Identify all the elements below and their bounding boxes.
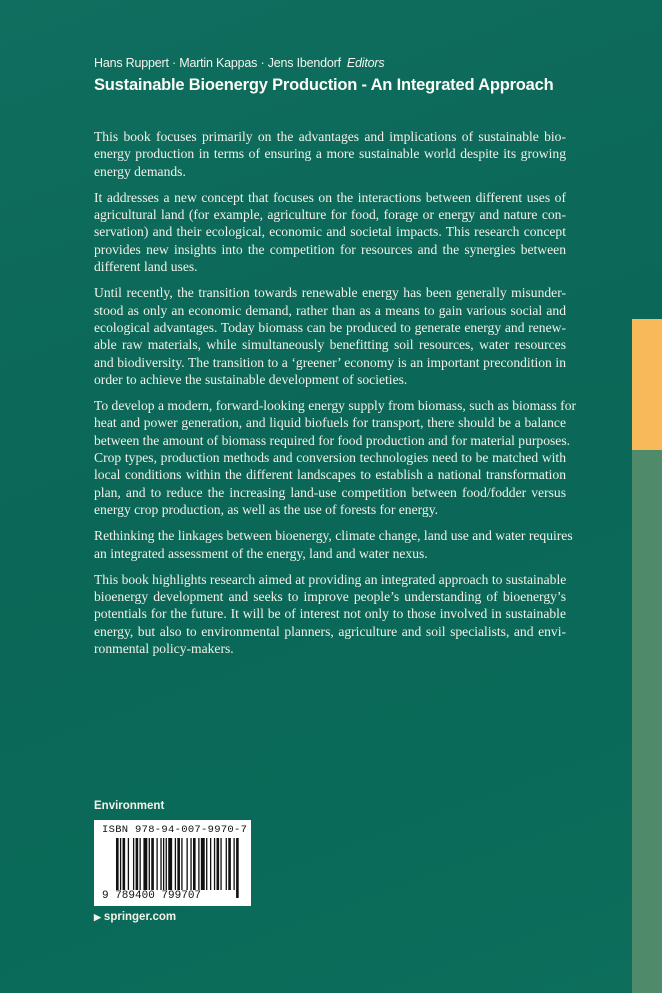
paragraph-line: and biodiversity. The transition to a ‘greener’ economy is an important precondition in	[94, 354, 566, 370]
barcode-bar	[226, 838, 227, 890]
barcode-bar	[220, 838, 221, 890]
paragraph-line: able raw materials, while simultaneously benefitting soil resources, water resources	[94, 337, 566, 353]
barcode-bar	[198, 838, 199, 890]
barcode-bar	[177, 838, 180, 898]
publisher-url: springer.com	[103, 911, 177, 923]
paragraph	[94, 128, 566, 180]
paragraph-line: This book highlights research aimed at providing an integrated approach to sustainable	[94, 571, 567, 587]
barcode-bar	[193, 838, 196, 890]
barcode-bar	[128, 838, 129, 890]
paragraph-line: stood as only an economic demand, rather than as a means to gain various social and	[94, 302, 566, 318]
editors	[94, 56, 384, 70]
barcode-bar	[116, 838, 119, 898]
barcode-bar	[214, 838, 215, 890]
paragraph-line: ronmental policy-makers.	[94, 641, 234, 657]
barcode-bar	[236, 838, 239, 898]
barcode-bar	[136, 838, 139, 890]
editors-role: Editors	[346, 56, 385, 70]
paragraph	[94, 571, 566, 657]
barcode-bar	[175, 838, 176, 890]
barcode-bar	[149, 838, 150, 890]
barcode-bar	[168, 838, 172, 890]
barcode-bar	[228, 838, 231, 890]
paragraph-line: energy demands.	[94, 163, 186, 179]
barcode-bars	[116, 838, 240, 898]
book-description	[94, 128, 577, 666]
paragraph-line: different land uses.	[94, 259, 198, 275]
paragraph-line: bioenergy development and seeks to improve people’s understanding of bioenergy’s	[94, 589, 566, 605]
book-title: Sustainable Bioenergy Production - An Integrated Approach	[94, 76, 554, 94]
spine-accent-orange	[632, 319, 662, 450]
paragraph-line: Crop types, production methods and conversion technologies need to be matched with	[94, 450, 566, 466]
paragraph	[94, 189, 566, 275]
paragraph-line: local conditions within the different landscapes to establish a national transformation	[94, 467, 566, 483]
barcode-bar	[139, 838, 140, 890]
paragraph-line: energy, but also to environmental planners, agriculture and soil specialists, and envi-	[94, 623, 566, 639]
paragraph-line: heat and power generation, and liquid biofuels for transport, there should be a balance	[94, 415, 566, 431]
paragraph-line: provides new insights into the competition for resources and the synergies between	[94, 241, 566, 257]
barcode-bar	[163, 838, 164, 890]
barcode-bar	[181, 838, 182, 890]
play-arrow-icon: ▶	[94, 912, 101, 922]
paragraph-line: It addresses a new concept that focuses on the interactions between different uses of	[94, 189, 566, 205]
barcode-bar	[120, 838, 121, 898]
barcode-bar	[210, 838, 211, 890]
paragraph-line: between the amount of biomass required for food production and for material purposes.	[94, 432, 571, 448]
barcode-bar	[160, 838, 161, 890]
paragraph-line: an integrated assessment of the energy, land and water nexus.	[94, 545, 428, 561]
spine-accent-green	[632, 450, 662, 993]
paragraph-line: servation) and their ecological, economic and societal impacts. This research concept	[94, 224, 566, 240]
paragraph-line: Rethinking the linkages between bioenergy, climate change, land use and water requires	[94, 528, 573, 544]
barcode-bar	[206, 838, 207, 890]
paragraph	[94, 284, 566, 388]
barcode-bar	[166, 838, 167, 890]
barcode-bar	[143, 838, 147, 890]
paragraph	[94, 397, 577, 518]
barcode-bar	[123, 838, 126, 890]
isbn-text: ISBN 978-94-007-9970-7	[102, 824, 248, 836]
paragraph-line: plan, and to reduce the increasing land-use competition between food/fodder versus	[94, 484, 566, 500]
barcode-bar	[156, 838, 157, 890]
barcode-bar	[151, 838, 154, 890]
paragraph	[94, 527, 573, 562]
barcode-bar	[190, 838, 191, 890]
barcode-digits-text: 9 789400 799707	[102, 890, 202, 902]
barcode-bar	[186, 838, 187, 890]
editor-names: Hans Ruppert · Martin Kappas · Jens Ibendorf	[94, 56, 341, 70]
paragraph-line: This book focuses primarily on the advantages and implications of sustainable bio-	[94, 129, 566, 144]
paragraph-line: order to achieve the sustainable development of societies.	[94, 371, 408, 387]
paragraph-line: potentials for the future. It will be of interest not only to those involved in sustainable	[94, 606, 566, 622]
isbn-barcode	[94, 820, 251, 906]
barcode-bar	[133, 838, 134, 890]
barcode-bar	[233, 838, 234, 890]
paragraph-line: energy production in terms of ensuring a more sustainable world despite its growing	[94, 146, 566, 162]
publisher-link[interactable]	[94, 911, 176, 923]
barcode-bar	[217, 838, 220, 890]
paragraph-line: energy crop production, as well as the use of forests for energy.	[94, 501, 439, 517]
barcode-bar	[201, 838, 205, 890]
barcode-digits	[102, 890, 201, 902]
paragraph-line: ecological advantages. Today biomass can be produced to generate energy and renew-	[94, 319, 566, 335]
category-label: Environment	[94, 800, 165, 812]
paragraph-line: To develop a modern, forward-looking energy supply from biomass, such as biomass for	[94, 398, 577, 414]
paragraph-line: agricultural land (for example, agriculture for food, forage or energy and nature con-	[94, 207, 566, 223]
paragraph-line: Until recently, the transition towards renewable energy has been generally misunder-	[94, 285, 566, 301]
